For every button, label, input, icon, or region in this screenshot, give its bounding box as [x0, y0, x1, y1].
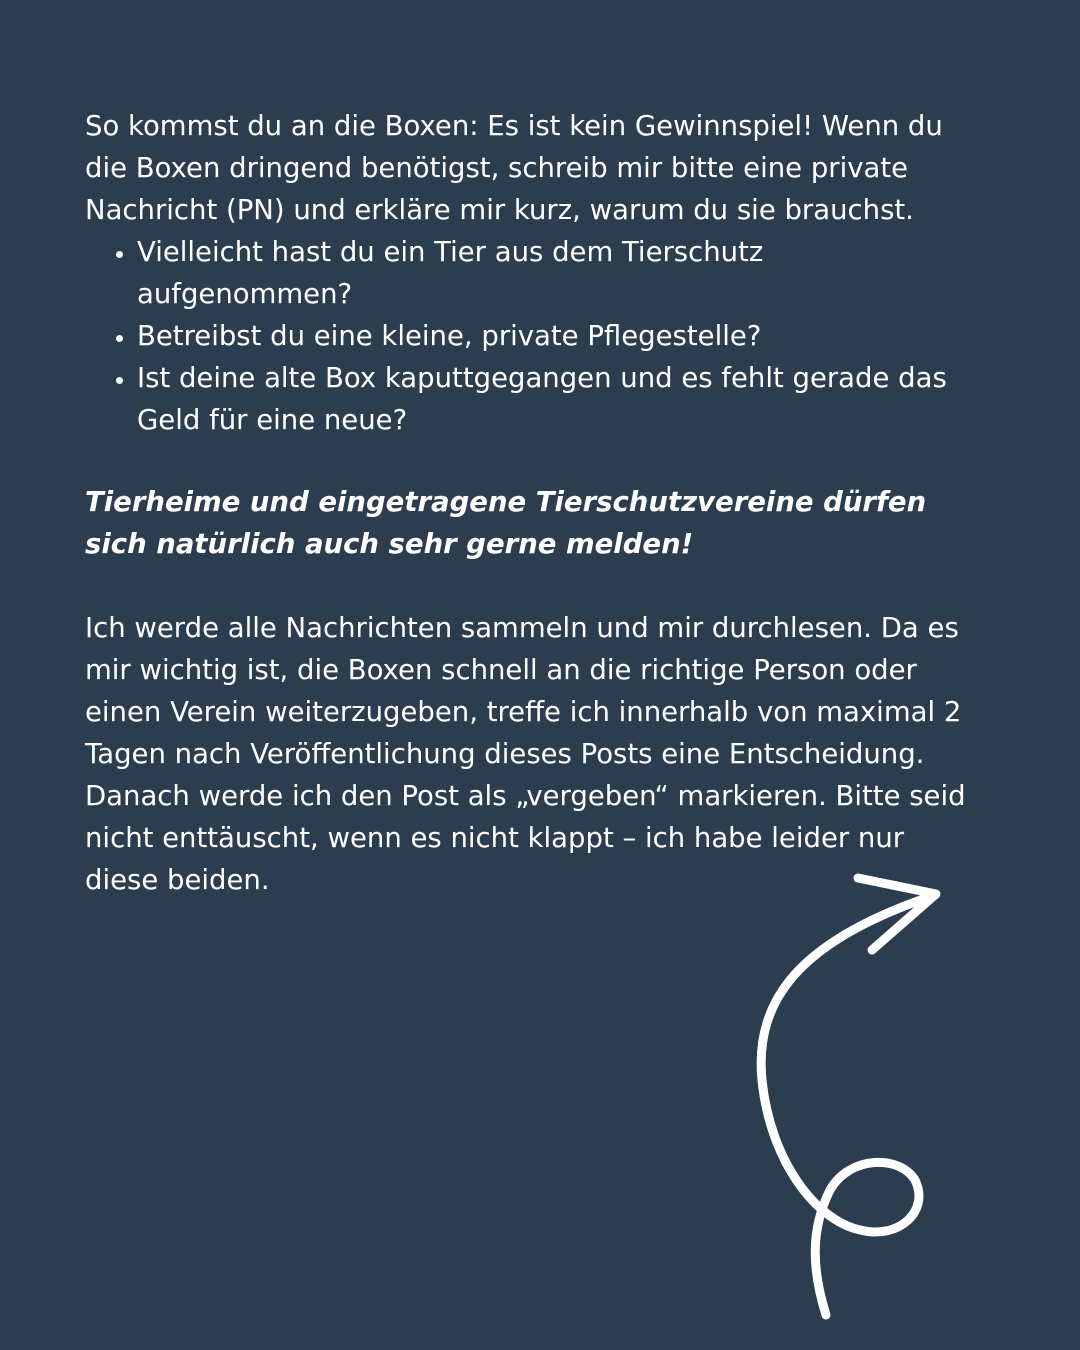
list-item: • Vielleicht hast du ein Tier aus dem Tierschutz aufgenommen? — [137, 231, 985, 315]
list-item: • Ist deine alte Box kaputtgegangen und es fehlt gerade das Geld für eine neue? — [137, 357, 985, 441]
intro-paragraph: So kommst du an die Boxen: Es ist kein Gewinnspiel! Wenn du die Boxen dringend benötigst, schreib mir bitte eine private Nachricht (PN) und erkläre mir kurz, warum du sie brauchst. — [85, 110, 943, 226]
reasons-list — [85, 231, 985, 441]
post-text-block — [85, 105, 985, 901]
list-item: • Betreibst du eine kleine, private Pflegestelle? — [137, 315, 985, 357]
closing-paragraph: Ich werde alle Nachrichten sammeln und mir durchlesen. Da es mir wichtig ist, die Boxen schnell an die richtige Person oder einen Verein weiterzugeben, treffe ich innerhalb von maximal 2 Tagen nach Veröffentlichung dieses Posts eine Entscheidung. Danach werde ich den Post als „vergeben“ markieren. Bitte seid nicht enttäuscht, wenn es nicht klappt – ich habe leider nur diese beiden. — [85, 612, 966, 896]
highlight-paragraph: Tierheime und eingetragene Tierschutzvereine dürfen sich natürlich auch sehr gerne melden! — [85, 486, 927, 560]
curly-arrow-icon — [740, 860, 970, 1330]
